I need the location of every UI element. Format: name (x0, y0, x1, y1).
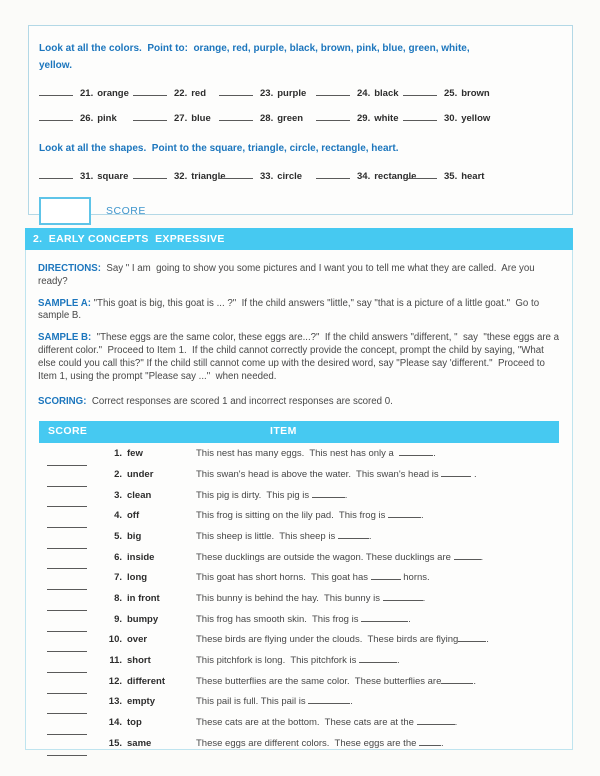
item-word: yellow (461, 113, 491, 124)
item-number: 31. (80, 171, 94, 182)
item-number: 28. (260, 113, 274, 124)
color-items-row-1 (39, 87, 562, 99)
score-label: SCORE (106, 205, 146, 217)
item-number: 15. (108, 737, 122, 749)
item-number: 5. (114, 530, 122, 542)
sentence-post: . (408, 613, 411, 625)
item-sentence (196, 531, 372, 542)
answer-blank-line[interactable] (312, 490, 345, 498)
directions-label: DIRECTIONS: (38, 263, 101, 274)
item-number: 21. (80, 88, 94, 99)
item-number: 11. (109, 655, 122, 667)
color-item (219, 87, 316, 99)
item-number: 22. (174, 88, 188, 99)
item-word: green (277, 113, 304, 124)
score-blank-line[interactable] (316, 112, 350, 121)
color-item (39, 87, 133, 99)
table-row (38, 655, 560, 676)
item-number: 32. (174, 171, 188, 182)
sentence-post: . (454, 717, 458, 729)
answer-blank-line[interactable] (454, 552, 481, 560)
score-blank-line[interactable] (219, 87, 253, 96)
item-word: square (97, 171, 129, 182)
item-word: short (127, 655, 151, 667)
score-blank-line[interactable] (47, 623, 87, 632)
table-header-bar (39, 421, 559, 443)
sentence-post: . (441, 737, 444, 749)
item-sentence (196, 696, 353, 707)
item-word: black (374, 88, 399, 99)
item-word: clean (127, 489, 152, 501)
color-item (39, 112, 133, 124)
score-blank-line[interactable] (133, 87, 167, 96)
item-sentence (196, 593, 425, 604)
sentence-pre: This pitchfork is long. This pitchfork is (196, 655, 359, 667)
item-word: different (127, 675, 165, 687)
sentence-pre: These birds are flying under the clouds. These birds are flying (196, 634, 459, 646)
color-items-row-2 (39, 112, 562, 124)
sentence-post: . (422, 592, 426, 604)
answer-blank-line[interactable] (441, 469, 471, 477)
item-sentence (196, 655, 400, 666)
item-number: 10. (108, 634, 122, 646)
sentence-post: . (480, 551, 484, 563)
item-word: red (191, 88, 207, 99)
item-sentence (196, 448, 436, 459)
item-number: 35. (444, 171, 458, 182)
item-word: circle (277, 171, 303, 182)
score-blank-line[interactable] (47, 726, 87, 735)
shape-items-row (39, 170, 562, 182)
item-word: over (127, 634, 148, 646)
shape-item (219, 170, 316, 182)
item-word: rectangle (374, 171, 417, 182)
score-entry-box[interactable] (39, 197, 91, 225)
score-blank-line[interactable] (47, 540, 87, 549)
item-sentence (196, 634, 489, 645)
color-item (403, 112, 562, 124)
shape-item (133, 170, 226, 182)
item-sentence (196, 572, 430, 583)
item-number: 27. (174, 113, 188, 124)
section-header-bar (25, 228, 573, 250)
item-number: 7. (114, 572, 122, 584)
colors-instruction-line1: Look at all the colors. Point to: orange, red, purple, black, brown, pink, blue, green, white, (39, 43, 470, 54)
item-sentence (196, 510, 424, 521)
item-word: purple (277, 88, 307, 99)
shape-item (403, 170, 562, 182)
table-row (38, 738, 560, 759)
answer-blank-line[interactable] (361, 614, 408, 622)
item-word: heart (461, 171, 485, 182)
score-blank-line[interactable] (403, 112, 437, 121)
sentence-pre: This pail is full. This pail is (196, 696, 309, 708)
sentence-pre: This nest has many eggs. This nest has only a (196, 448, 400, 460)
sentence-pre: These eggs are different colors. These eggs are the (196, 737, 420, 749)
item-word: blue (191, 113, 211, 124)
sentence-pre: These ducklings are outside the wagon. These ducklings are (196, 551, 454, 563)
color-item (316, 87, 403, 99)
item-sentence (196, 738, 444, 749)
directions-text: Say " I am going to show you some pictures and I want you to tell me what they are called. Are you ready? (38, 263, 538, 287)
answer-blank-line[interactable] (399, 448, 433, 456)
score-blank-line[interactable] (47, 457, 87, 466)
item-word: long (127, 572, 148, 584)
score-blank-line[interactable] (47, 664, 87, 673)
answer-blank-line[interactable] (441, 676, 473, 684)
item-word: orange (97, 88, 129, 99)
score-blank-line[interactable] (47, 705, 87, 714)
sentence-pre: This frog is sitting on the lily pad. This frog is (196, 510, 389, 522)
item-number: 30. (444, 113, 458, 124)
answer-blank-line[interactable] (388, 510, 421, 518)
item-number: 9. (114, 613, 122, 625)
sentence-post: . (396, 655, 400, 667)
color-item (133, 112, 219, 124)
sentence-pre: This bunny is behind the hay. This bunny is (196, 592, 383, 604)
shape-item (316, 170, 417, 182)
score-blank-line[interactable] (47, 685, 87, 694)
table-row (38, 490, 560, 511)
sample-a-label: SAMPLE A: (38, 297, 91, 309)
sentence-pre: These cats are at the bottom. These cats are at the (196, 717, 417, 729)
sentence-pre: This sheep is little. This sheep is (196, 530, 338, 542)
sentence-post: . (486, 634, 489, 646)
table-header-item: ITEM (270, 425, 297, 438)
item-word: off (127, 510, 140, 522)
item-number: 25. (444, 88, 458, 99)
color-item (316, 112, 403, 124)
item-number: 33. (260, 171, 274, 182)
sentence-post: . (350, 696, 353, 708)
score-blank-line[interactable] (133, 170, 167, 179)
item-number: 6. (114, 551, 122, 563)
score-blank-line[interactable] (39, 87, 73, 96)
table-row (38, 593, 560, 614)
sentence-post: . (433, 448, 436, 460)
table-row (38, 469, 560, 490)
answer-blank-line[interactable] (371, 572, 401, 580)
score-blank-line[interactable] (316, 87, 350, 96)
score-blank-line[interactable] (133, 112, 167, 121)
sentence-pre: This frog has smooth skin. This frog is (196, 613, 362, 625)
item-number: 34. (357, 171, 371, 182)
score-blank-line[interactable] (219, 170, 253, 179)
score-blank-line[interactable] (39, 170, 73, 179)
answer-blank-line[interactable] (308, 696, 350, 704)
item-number: 2. (114, 468, 122, 480)
scoring-label: SCORING: (38, 396, 87, 408)
item-word: white (374, 113, 399, 124)
sample-b-label: SAMPLE B: (38, 332, 92, 344)
receptive-score-area (39, 197, 562, 225)
item-number: 12. (108, 675, 122, 687)
item-number: 8. (114, 592, 122, 604)
score-blank-line[interactable] (219, 112, 253, 121)
item-word: same (127, 737, 152, 749)
table-row (38, 717, 560, 738)
sample-b-paragraph (38, 332, 560, 383)
sentence-pre: These butterflies are the same color. These butterflies are (196, 675, 442, 687)
sample-b-text: "These eggs are the same color, these eggs are...?" If the child answers "different, " say "these eggs are a different color." Proceed to Item 1. If the child cannot correctly provide the concept, prompt the child by saying, "What else could you call this?" If the child still cannot come up with the desired word, say "Please say 'different." Proceed to Item 1, using the prompt "Please say ..." when needed. (38, 332, 562, 382)
answer-blank-line[interactable] (417, 717, 455, 725)
item-word: in front (127, 592, 160, 604)
item-sentence (196, 490, 347, 501)
score-blank-line[interactable] (47, 643, 87, 652)
table-row (38, 531, 560, 552)
table-row (38, 448, 560, 469)
section-title: 2. EARLY CONCEPTS EXPRESSIVE (33, 233, 225, 245)
item-number: 14. (108, 717, 122, 729)
table-row (38, 552, 560, 573)
item-number: 23. (260, 88, 274, 99)
score-blank-line[interactable] (39, 112, 73, 121)
item-word: bumpy (127, 613, 159, 625)
score-blank-line[interactable] (47, 498, 87, 507)
shapes-instruction: Look at all the shapes. Point to the square, triangle, circle, rectangle, heart. (39, 143, 399, 154)
sentence-post: . (471, 468, 477, 480)
expressive-section-panel (25, 250, 573, 750)
colors-instruction (39, 40, 562, 74)
item-number: 13. (108, 696, 122, 708)
sample-a-text: "This goat is big, this goat is ... ?" If the child answers "little," say "that is a picture of a little goat." Go to sample B. (38, 297, 542, 322)
item-word: under (127, 468, 154, 480)
item-word: inside (127, 551, 155, 563)
sentence-post: . (421, 510, 424, 522)
sentence-post: . (368, 530, 372, 542)
item-number: 24. (357, 88, 371, 99)
score-blank-line[interactable] (47, 478, 87, 487)
item-number: 29. (357, 113, 371, 124)
score-blank-line[interactable] (47, 581, 87, 590)
item-word: pink (97, 113, 117, 124)
item-rows (38, 448, 560, 758)
item-sentence (196, 614, 411, 625)
sentence-pre: This goat has short horns. This goat has (196, 572, 371, 584)
item-word: top (127, 717, 142, 729)
item-word: brown (461, 88, 490, 99)
score-blank-line[interactable] (47, 519, 87, 528)
table-row (38, 676, 560, 697)
score-blank-line[interactable] (47, 747, 87, 756)
receptive-colors-shapes-panel (28, 25, 573, 215)
item-sentence (196, 717, 457, 728)
table-row (38, 572, 560, 593)
item-word: triangle (191, 171, 226, 182)
item-word: few (127, 448, 143, 460)
table-row (38, 696, 560, 717)
scoring-paragraph (38, 396, 560, 409)
score-blank-line[interactable] (403, 170, 437, 179)
sentence-post: . (473, 675, 477, 687)
answer-blank-line[interactable] (383, 593, 423, 601)
table-row (38, 634, 560, 655)
item-word: empty (127, 696, 155, 708)
answer-blank-line[interactable] (419, 738, 441, 746)
colors-instruction-line2: yellow. (39, 60, 72, 71)
item-number: 26. (80, 113, 94, 124)
answer-blank-line[interactable] (458, 634, 486, 642)
scoring-text: Correct responses are scored 1 and incorrect responses are scored 0. (86, 396, 393, 408)
answer-blank-line[interactable] (359, 655, 397, 663)
shape-item (39, 170, 133, 182)
score-blank-line[interactable] (316, 170, 350, 179)
sentence-post: . (344, 489, 348, 501)
sentence-post: horns. (400, 572, 430, 584)
item-number: 4. (114, 510, 122, 522)
item-sentence (196, 469, 477, 480)
table-row (38, 614, 560, 635)
item-number: 3. (114, 489, 122, 501)
item-sentence (196, 552, 483, 563)
table-header-score: SCORE (48, 425, 88, 438)
sentence-pre: This swan's head is above the water. This swan's head is (196, 468, 442, 480)
score-blank-line[interactable] (47, 602, 87, 611)
sentence-pre: This pig is dirty. This pig is (196, 489, 312, 501)
item-word: big (127, 530, 142, 542)
sample-a-paragraph (38, 298, 560, 324)
directions-paragraph (38, 263, 560, 289)
item-sentence (196, 676, 476, 687)
color-item (133, 87, 219, 99)
color-item (219, 112, 316, 124)
item-number: 1. (114, 448, 122, 460)
answer-blank-line[interactable] (338, 531, 369, 539)
table-row (38, 510, 560, 531)
score-blank-line[interactable] (403, 87, 437, 96)
score-blank-line[interactable] (47, 560, 87, 569)
color-item (403, 87, 562, 99)
